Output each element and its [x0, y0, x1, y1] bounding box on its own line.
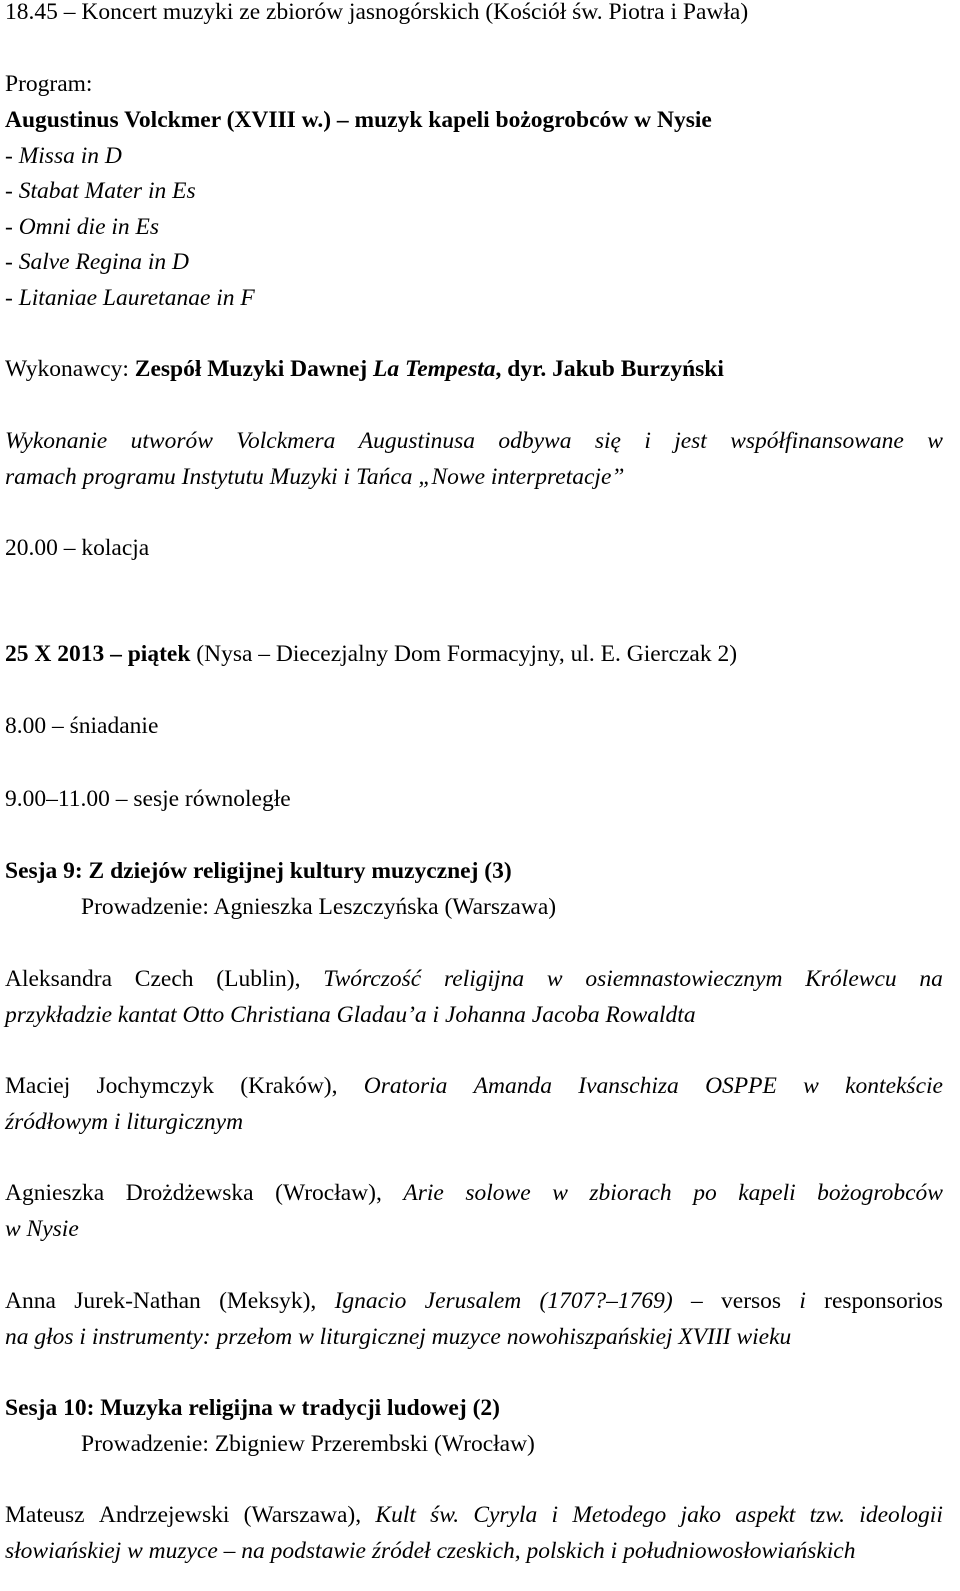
day-heading: 25 X 2013 – piątek (Nysa – Diecezjalny Dom Formacyjny, ul. E. Gierczak 2) [5, 641, 738, 667]
funding-line-1: Wykonanie utworów Volckmera Augustinusa odbywa się i jest współfinansowane w [5, 428, 943, 454]
session10-title: Sesja 10: Muzyka religijna w tradycji ludowej (2) [5, 1395, 500, 1421]
talk-line: Aleksandra Czech (Lublin), Twórczość religijna w osiemnastowiecznym Królewcu na [5, 966, 943, 992]
talk-line-2: źródłowym i liturgicznym [5, 1109, 244, 1135]
work-item: - Salve Regina in D [5, 249, 190, 275]
funding-line-2: ramach programu Instytutu Muzyki i Tańca „Nowe interpretacje” [5, 464, 625, 490]
work-item: - Missa in D [5, 143, 122, 169]
talk-line: Maciej Jochymczyk (Kraków), Oratoria Amanda Ivanschiza OSPPE w kontekście [5, 1073, 943, 1099]
session9-title: Sesja 9: Z dziejów religijnej kultury muzycznej (3) [5, 858, 512, 884]
program-label: Program: [5, 71, 93, 97]
talk-line-2: w Nysie [5, 1216, 79, 1242]
session10-chair: Prowadzenie: Zbigniew Przerembski (Wrocław) [81, 1431, 535, 1457]
program-composer: Augustinus Volckmer (XVIII w.) – muzyk kapeli bożogrobców w Nysie [5, 107, 712, 133]
performers-line: Wykonawcy: Zespół Muzyki Dawnej La Tempesta, dyr. Jakub Burzyński [5, 356, 724, 382]
sessions-time-line: 9.00–11.00 – sesje równoległe [5, 786, 291, 812]
talk-line: Anna Jurek-Nathan (Meksyk), Ignacio Jerusalem (1707?–1769) – versos i responsorios [5, 1288, 943, 1314]
work-item: - Omni die in Es [5, 214, 160, 240]
talk-line-2: słowiańskiej w muzyce – na podstawie źródeł czeskich, polskich i południowosłowiańskich [5, 1538, 856, 1564]
work-item: - Litaniae Lauretanae in F [5, 285, 255, 311]
talk-line: Agnieszka Drożdżewska (Wrocław), Arie solowe w zbiorach po kapeli bożogrobców [5, 1180, 943, 1206]
talk-line-2: na głos i instrumenty: przełom w liturgicznej muzyce nowohiszpańskiej XVIII wieku [5, 1324, 792, 1350]
concert-line: 18.45 – Koncert muzyki ze zbiorów jasnogórskich (Kościół św. Piotra i Pawła) [5, 0, 749, 25]
dinner-line: 20.00 – kolacja [5, 535, 150, 561]
talk-line-2: przykładzie kantat Otto Christiana Gladau’a i Johanna Jacoba Rowaldta [5, 1002, 696, 1028]
session9-chair: Prowadzenie: Agnieszka Leszczyńska (Warszawa) [81, 894, 557, 920]
breakfast-line: 8.00 – śniadanie [5, 713, 159, 739]
talk-line: Mateusz Andrzejewski (Warszawa), Kult św. Cyryla i Metodego jako aspekt tzw. ideologii [5, 1502, 943, 1528]
work-item: - Stabat Mater in Es [5, 178, 196, 204]
